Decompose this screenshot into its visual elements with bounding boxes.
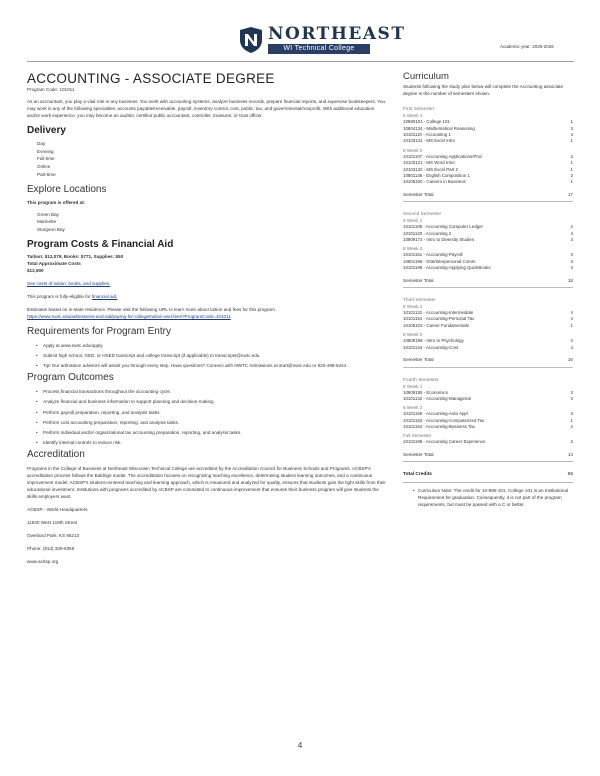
course-credits: 3 [570,395,573,401]
week-label: 8 Week 1 [403,113,423,119]
week-label: 8 Week 2 [403,246,423,252]
accreditation-heading: Accreditation [27,449,85,461]
course-row [403,138,573,144]
semester-total-label: Semester Total [403,451,434,457]
semester-total-label: Semester Total [403,277,434,283]
course-name: 10101189 - Accounting-Applying QuickBooks [403,265,491,271]
estimates-text: Estimates based on in-state residence. Please visit the following URL to learn more about tuition and fees for this program. [27,306,277,312]
week-label: 8 Week 1 [403,383,423,389]
list-item: Sturgeon Bay [37,226,65,232]
course-name: 10804134 - Mathematical Reasoning [403,125,475,131]
list-item: Evening [37,148,54,154]
curriculum-column [403,72,573,508]
course-row [403,265,573,271]
course-credits: 1 [570,166,573,172]
week-label: 8 Week 2 [403,332,423,338]
acbsp-web: www.acbsp.org [27,559,59,565]
page-number: 4 [297,740,303,750]
course-credits: 3 [570,411,573,417]
course-credits: 3 [570,252,573,258]
course-credits: 2 [570,153,573,159]
course-row [403,345,573,351]
course-credits: 3 [570,172,573,178]
course-credits: 4 [570,316,573,322]
course-row [403,179,573,185]
course-credits: 3 [570,265,573,271]
financial-aid-link[interactable]: financial aid. [91,293,118,299]
course-credits: 1 [570,160,573,166]
course-row [403,439,573,445]
program-description: As an accountant, you play a vital role in any business. You work with accounting systems, analyze business records, prepare financial reports, and supervise bookkeepers. You may work in any of the following specialties: accounts payable/receivable, payroll, inventory control, cost, public, tax, and governmental/nonprofit. With additional education and/or work experience, you may become an auditor, certified public accountant, controller, treasurer, or trust officer. [27,99,386,118]
course-credits: 2 [570,424,573,430]
semester-total-value: 17 [567,191,573,197]
delivery-list [37,140,387,179]
week-label: 8 Week 1 [403,218,423,224]
course-name: 10103121 - MS Word Intro [403,160,455,166]
acbsp-city: Overland Park, KS 66213 [27,533,80,539]
semester-total-value: 14 [567,451,573,457]
course-credits: 1 [570,417,573,423]
semester-total-row [403,192,573,203]
course-credits: 4 [570,131,573,137]
program-code: Program Code: 101011 [27,87,75,92]
outcomes-list [37,388,387,446]
course-name: 10801196 - Oral/Interpersonal Comm [403,258,476,264]
course-credits: 1 [570,138,573,144]
list-item: • Identify internal controls to reduce risk. [37,439,387,446]
course-name: 10101199 - Accounting Career Experience [403,439,486,445]
course-name: 10101153 - Accounting-Computerized Tax [403,417,485,423]
logo-emblem-icon [238,26,264,54]
financial-aid-text [27,293,387,300]
list-item: • Analyze financial and business information to support planning and decision-making. [37,398,387,405]
course-row [403,424,573,430]
list-item: Part-time [37,171,56,177]
course-credits: 1 [570,119,573,125]
semester-total-label: Semester Total [403,357,434,362]
course-name: 10103132 - MS Excel Part 2 [403,166,458,172]
acbsp-hq: ACBSP - World Headquarters [27,507,88,513]
semester-total-row [403,357,573,368]
course-credits: 4 [570,344,573,350]
course-name: 10801136 - English Composition 1 [403,172,470,178]
costs-heading: Program Costs & Financial Aid [27,238,174,250]
course-name: 10890101 - College 101 [403,119,450,125]
see-costs-link[interactable]: See costs of tuition, books, and supplies. [27,280,111,286]
course-credits: 1 [570,322,573,328]
semester-list [403,107,573,462]
semester-title: Third Semester [403,298,436,304]
course-credits: 2 [570,224,573,230]
outcomes-heading: Program Outcomes [27,372,114,384]
page-header [0,0,600,70]
list-item: • Perform payroll preparation, reporting, and analysis tasks. [37,409,387,416]
semester-title: Second Semester [403,212,442,218]
course-name: 10101131 - Accounting-Intermediate [403,310,474,316]
week-label: 8 Week 1 [403,304,423,310]
course-credits: 3 [570,125,573,131]
curriculum-note: • Curriculum Note: The credit for 10-890-101, College 101 is an Institutional Requirement for graduation. Consequently, it is not part of the program requirements, but must be passed with a C or better. [413,487,573,508]
course-credits: 3 [570,258,573,264]
program-details-column [27,72,387,565]
semester-block [403,378,573,463]
logo-subtitle: WI Technical College [268,44,370,54]
course-name: 10101110 - Accounting 1 [403,131,451,137]
course-name: 10101120 - Accounting 2 [403,230,452,236]
list-item: • Perform cost accounting preparation, reporting, and analysis tasks. [37,419,387,426]
course-name: 10101107 - Accounting Applications/Proc [403,153,483,159]
semester-block [403,107,573,202]
week-label: 8 Week 2 [403,405,423,411]
week-label: Full Semester [403,433,432,439]
total-costs-label: Total Approximate Costs [27,260,81,266]
semester-total-label: Semester Total [403,191,434,197]
course-name: 10105103 - Career Fundamentals [403,322,469,328]
academic-year: Academic year: 2025-2026 [500,44,554,49]
list-item: Full-time [37,156,55,162]
semester-total-value: 16 [567,357,573,362]
course-credits: 4 [570,230,573,236]
course-credits: 3 [570,389,573,395]
page-title: ACCOUNTING - ASSOCIATE DEGREE [27,71,275,86]
course-name: 10101134 - Accounting-Cost [403,344,459,350]
tuition-line: Tuition: $12,079, Books: $771, Supplies: $50 [27,253,124,259]
list-item: Green Bay [37,211,59,217]
course-name: 10101151 - Accounting-Payroll [403,252,463,258]
locations-list [37,211,387,234]
curriculum-intro: Students following the study plan below will complete the Accounting associate degree in the number of semesters shown. [403,84,564,96]
semester-total-row [403,278,573,289]
semester-title: First Semester [403,107,435,113]
curriculum-heading: Curriculum [403,71,449,82]
course-name: 10101154 - Accounting-Personal Tax [403,316,475,322]
acbsp-phone: Phone: (913) 339-9356 [27,546,75,552]
course-row [403,237,573,243]
list-item: Online [37,164,51,170]
week-label: 8 Week 2 [403,147,423,153]
delivery-heading: Delivery [27,125,66,136]
offered-at-label: This program is offered at: [27,199,86,205]
course-row [403,396,573,402]
list-item: Marinette [37,219,57,225]
semester-total-row [403,452,573,463]
requirements-heading: Requirements for Program Entry [27,325,171,337]
list-item: • Submit high school, GED, or HSED transcript and college transcript (if applicable) to transcripts@nwtc.edu. [37,352,387,359]
semester-block [403,212,573,288]
semester-block [403,298,573,367]
logo-name: NORTHEAST [268,24,406,44]
course-credits: 3 [570,338,573,344]
course-credits: 1 [570,179,573,185]
college-logo[interactable] [238,24,406,58]
course-name: 10101142 - Accounting-Managerial [403,395,471,401]
course-name: 10105100 - Careers in Business [403,179,466,185]
total-credits-row [403,472,573,483]
course-row [403,323,573,329]
course-credits: 4 [570,310,573,316]
semester-title: Fourth Semester [403,377,439,383]
total-credits-value: 65 [567,472,573,478]
course-credits: 3 [570,236,573,242]
list-item: • Process financial transactions throughout the accounting cycle. [37,388,387,395]
list-item: Day [37,141,46,146]
list-item: • Apply at www.nwtc.edu/apply. [37,342,387,349]
total-credits-label: Total Credits [403,472,432,478]
accreditation-text: Programs in the College of Business at Northeast Wisconsin Technical College are accredited by the Accreditation Council for Business Schools and Programs. ACBSP's accreditation process follows the Baldrige model. The accreditation focuses on recognizing teaching excellence, determining student learning outcomes, and a continuous improvement model. ACBSP's student-centered teaching and learning approach, which is measured and analyzed for quality, ensures that students gain the tight skills from their educational investment. Institutions with programs accredited by ACBSP are committed to continuous improvement that ensures their business program will give students the skills employers want. [27,466,386,500]
acbsp-street: 11520 West 119th Street [27,520,78,526]
course-name: 10101105 - Accounting Computer Ledger [403,224,483,230]
course-name: 10103131 - MS Excel Intro [403,138,455,144]
course-name: 10101156 - Accounting-Auto Appl [403,411,468,417]
total-costs-value: $12,900 [27,267,44,273]
requirements-list [37,342,387,369]
course-name: 10101152 - Accounting-Business Tax [403,424,475,430]
locations-heading: Explore Locations [27,183,107,195]
list-item: • Tip! Our admission advisors will assist you through every step. Have questions? Connect with NWTC Admissions at start@nwtc.edu or 920-498-5444. [37,362,387,369]
list-item: • Perform individual and/or organizational tax accounting preparation, reporting, and analysis tasks. [37,429,387,436]
semester-total-value: 18 [567,277,573,283]
course-name: 10809195 - Economics [403,389,448,395]
financial-aid-label: This program is fully-eligible for [27,293,91,299]
course-name: 10809198 - Intro to Psychology [403,338,464,344]
tuition-url-link[interactable]: https://www.nwtc.edu/admissions-and-aid/paying-for-college/tuition-and-fees?ProgramCode=101011 [27,313,231,319]
header-divider [27,61,574,62]
course-credits: 2 [570,439,573,445]
course-name: 10809172 - Intro to Diversity Studies [403,236,475,242]
